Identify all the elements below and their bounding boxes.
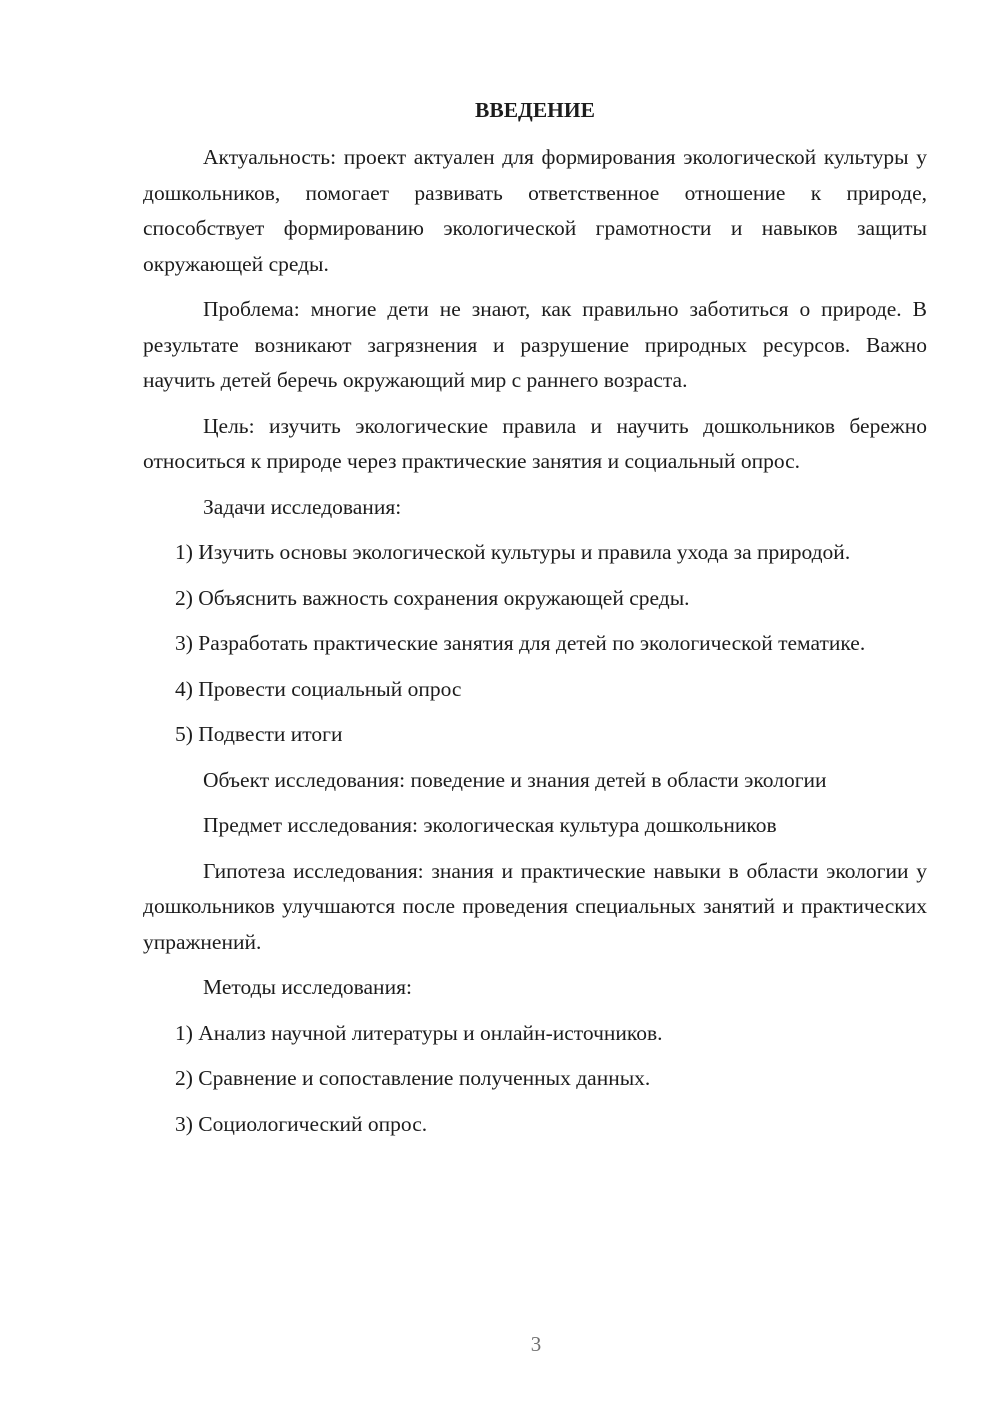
task-item: 2) Объяснить важность сохранения окружающей среды. bbox=[175, 585, 690, 610]
goal-paragraph: Цель: изучить экологические правила и научить дошкольников бережно относиться к природе через практические занятия и социальный опрос. bbox=[143, 413, 927, 473]
problem-paragraph: Проблема: многие дети не знают, как правильно заботиться о природе. В результате возникают загрязнения и разрушение природных ресурсов. Важно научить детей беречь окружающий мир с раннего возраста. bbox=[143, 297, 927, 392]
page-number: 3 bbox=[530, 1332, 542, 1356]
method-item: 2) Сравнение и сопоставление полученных данных. bbox=[175, 1066, 651, 1090]
methods-heading: Методы исследования: bbox=[203, 975, 412, 999]
task-item: 3) Разработать практические занятия для детей по экологической тематике. bbox=[175, 631, 866, 655]
relevance-paragraph: Актуальность: проект актуален для формирования экологической культуры у дошкольников, помогает развивать ответственное отношение к природе, способствует формированию экологической грамотности и навыков защиты окружающей среды. bbox=[143, 145, 927, 276]
subject-paragraph: Предмет исследования: экологическая культура дошкольников bbox=[203, 813, 777, 837]
hypothesis-paragraph: Гипотеза исследования: знания и практические навыки в области экологии у дошкольников улучшаются после проведения специальных занятий и практических упражнений. bbox=[143, 858, 927, 954]
task-item: 4) Провести социальный опрос bbox=[175, 676, 462, 701]
task-item: 5) Подвести итоги bbox=[175, 722, 343, 746]
method-item: 3) Социологический опрос. bbox=[175, 1111, 428, 1136]
tasks-heading: Задачи исследования: bbox=[203, 494, 402, 519]
method-item: 1) Анализ научной литературы и онлайн-источников. bbox=[175, 1020, 663, 1045]
page-title: ВВЕДЕНИЕ bbox=[475, 98, 595, 122]
document-page bbox=[143, 94, 927, 1152]
task-item: 1) Изучить основы экологической культуры и правила ухода за природой. bbox=[175, 540, 851, 564]
object-paragraph: Объект исследования: поведение и знания детей в области экологии bbox=[203, 767, 827, 792]
